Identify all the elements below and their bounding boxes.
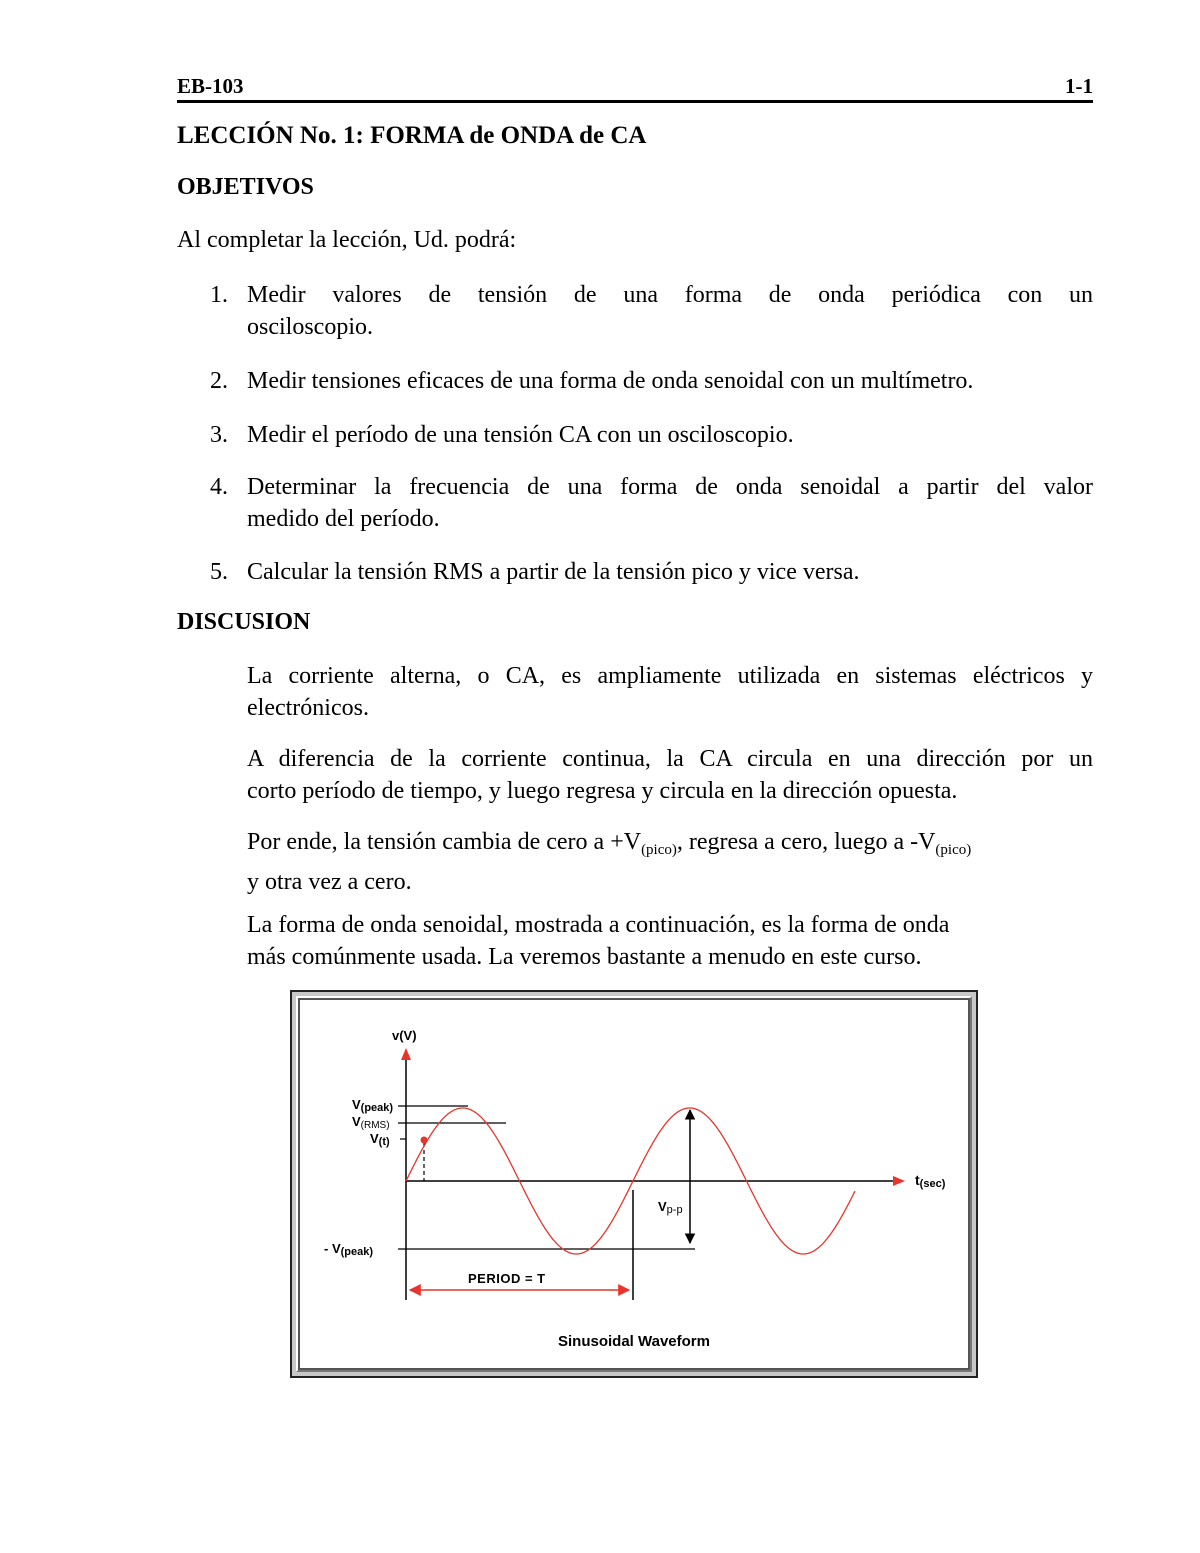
v-peak-sub: (peak)	[360, 1102, 394, 1114]
paragraph-line: electrónicos.	[247, 695, 369, 721]
paragraph-line: corto período de tiempo, y luego regresa y circula en la dirección opuesta.	[247, 778, 958, 804]
subscript: (pico)	[935, 842, 972, 858]
x-axis-label-sub: (sec)	[919, 1178, 946, 1190]
v-rms-main: V	[352, 1114, 361, 1129]
vt-point	[421, 1137, 428, 1144]
y-axis-label: v(V)	[392, 1028, 417, 1043]
paragraph-line: A diferencia de la corriente continua, la CA circula en una dirección por un	[247, 746, 1093, 772]
sinusoidal-figure	[290, 990, 978, 1378]
text-run: Por ende, la tensión cambia de cero a +V	[247, 829, 642, 855]
page-number: 1-1	[1065, 74, 1093, 98]
text-run: , regresa a cero, luego a -V	[676, 829, 936, 855]
y-axis-arrowhead	[401, 1048, 411, 1060]
paragraph-line: La forma de onda senoidal, mostrada a continuación, es la forma de onda	[247, 912, 950, 938]
discussion-paragraph-4	[247, 909, 1093, 973]
v-peak-main: V	[352, 1097, 361, 1112]
paragraph-line	[247, 826, 1093, 866]
v-rms-label	[352, 1114, 390, 1131]
discussion-paragraph-3	[247, 826, 1093, 898]
objective-text: Medir tensiones eficaces de una forma de onda senoidal con un multímetro.	[247, 368, 974, 394]
objective-text: Determinar la frecuencia de una forma de onda senoidal a partir del valor	[247, 474, 1093, 500]
subscript: (pico)	[641, 842, 677, 858]
paragraph-line: más comúnmente usada. La veremos bastante a menudo en este curso.	[247, 944, 922, 970]
neg-peak-main: - V	[324, 1241, 341, 1256]
vpp-main: V	[658, 1199, 667, 1214]
figure-caption: Sinusoidal Waveform	[558, 1333, 710, 1350]
waveform-diagram	[300, 1000, 968, 1368]
objective-number: 5.	[210, 559, 228, 585]
objective-number: 3.	[210, 422, 228, 448]
v-t-sub: (t)	[378, 1136, 390, 1148]
neg-peak-label	[324, 1241, 373, 1258]
objectives-heading: OBJETIVOS	[177, 174, 314, 200]
v-rms-sub: (RMS)	[360, 1120, 390, 1131]
objective-number: 1.	[210, 282, 228, 308]
discussion-heading: DISCUSION	[177, 609, 311, 635]
paragraph-line: La corriente alterna, o CA, es ampliamente utilizada en sistemas eléctricos y	[247, 663, 1093, 689]
x-axis-label	[915, 1172, 946, 1190]
objective-number: 2.	[210, 368, 228, 394]
period-label: PERIOD = T	[468, 1271, 546, 1286]
page-header	[177, 74, 1093, 103]
discussion-paragraph-2	[247, 743, 1093, 807]
objective-text-cont: osciloscopio.	[247, 314, 373, 340]
x-axis-label-main: t	[915, 1172, 920, 1188]
v-t-main: V	[370, 1131, 379, 1146]
vpp-label	[658, 1199, 683, 1216]
lesson-title: LECCIÓN No. 1: FORMA de ONDA de CA	[177, 122, 647, 149]
objective-text: Calcular la tensión RMS a partir de la tensión pico y vice versa.	[247, 559, 860, 585]
paragraph-line: y otra vez a cero.	[247, 869, 412, 895]
objective-text-cont: medido del período.	[247, 506, 440, 532]
objectives-intro: Al completar la lección, Ud. podrá:	[177, 227, 517, 253]
objective-text: Medir valores de tensión de una forma de onda periódica con un	[247, 282, 1093, 308]
vpp-sub: p-p	[666, 1204, 683, 1216]
v-t-label	[370, 1131, 390, 1148]
figure-canvas	[298, 998, 970, 1370]
objective-text: Medir el período de una tensión CA con un osciloscopio.	[247, 422, 794, 448]
v-peak-label	[352, 1097, 393, 1114]
discussion-paragraph-1	[247, 660, 1093, 724]
objective-number: 4.	[210, 474, 228, 500]
neg-peak-sub: (peak)	[340, 1246, 374, 1258]
course-code: EB-103	[177, 74, 244, 98]
x-axis-arrowhead	[893, 1176, 905, 1186]
